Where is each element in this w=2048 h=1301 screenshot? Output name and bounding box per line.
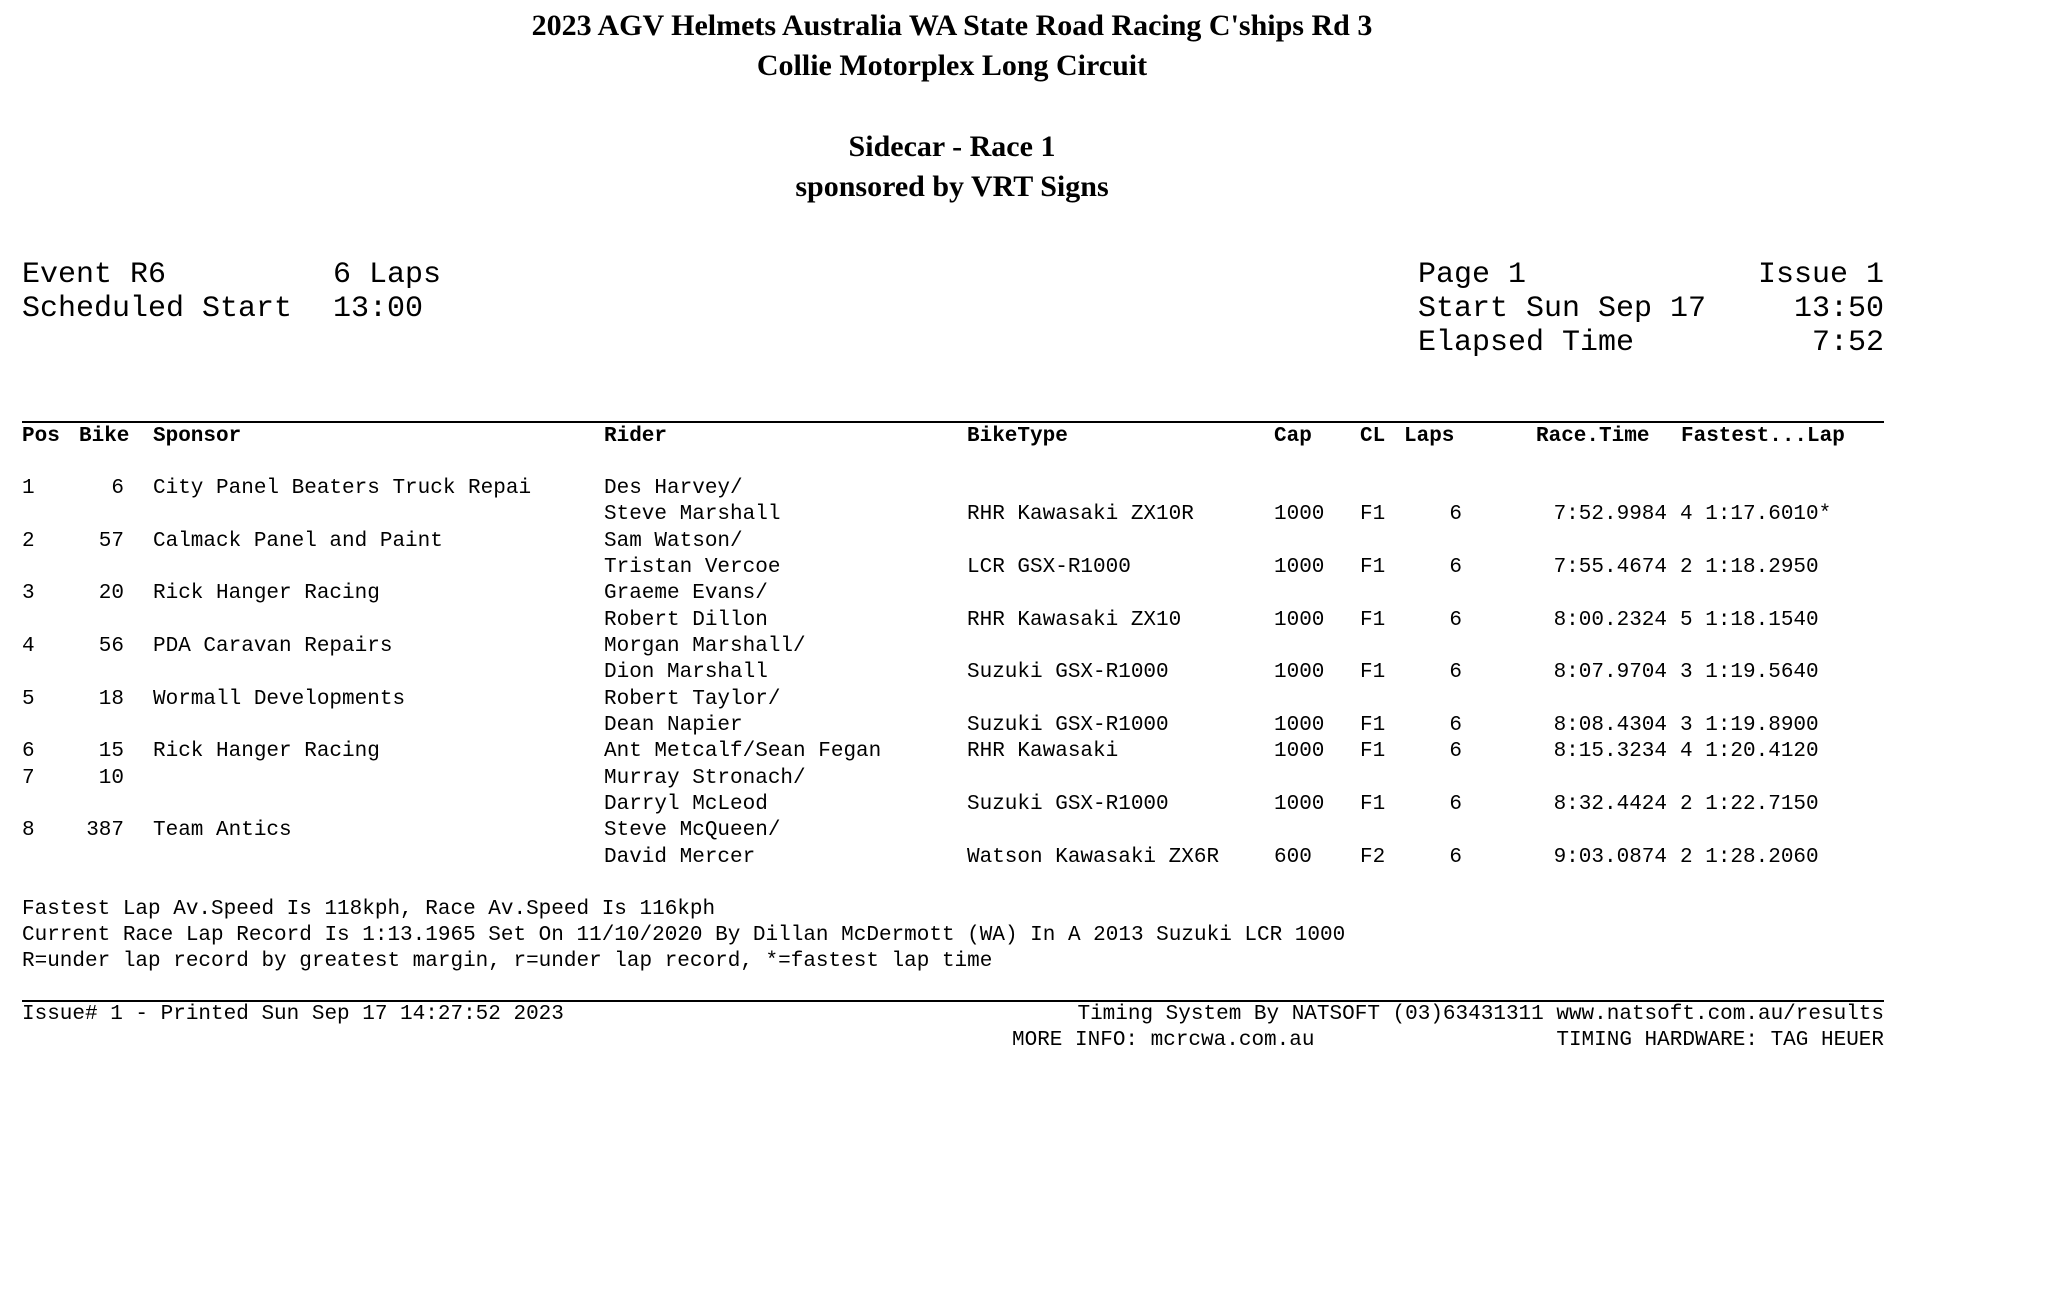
race-time-cell: 7:55.4674 xyxy=(1553,555,1667,579)
race-name: Sidecar - Race 1 xyxy=(848,130,1056,163)
class-cell: F1 xyxy=(1360,608,1386,632)
fastest-lap-time: 1:19.5640 xyxy=(1705,661,1819,685)
fastest-lap-time: 1:22.7150 xyxy=(1705,792,1819,816)
legend-note: R=under lap record by greatest margin, r=under lap record, *=fastest lap time xyxy=(22,950,993,973)
race-sponsor: sponsored by VRT Signs xyxy=(795,170,1109,203)
col-header-pos: Pos xyxy=(22,425,60,448)
bike-number-cell: 18 xyxy=(98,687,124,711)
fastest-lap-cell xyxy=(1680,713,1819,739)
passenger-cell: Darryl McLeod xyxy=(604,792,768,816)
fastest-lap-number: 4 xyxy=(1680,503,1693,527)
fastest-lap-number: 2 xyxy=(1680,845,1693,869)
laps-cell: 6 xyxy=(1449,713,1462,737)
rider-cell: Des Harvey/ xyxy=(604,477,743,500)
rider-cell: Murray Stronach/ xyxy=(604,766,806,790)
class-cell: F1 xyxy=(1360,740,1386,764)
col-header-bike: Bike xyxy=(79,425,130,448)
fastest-lap-number: 2 xyxy=(1680,555,1693,579)
capacity-cell: 600 xyxy=(1274,845,1312,869)
bike-type-cell: RHR Kawasaki ZX10 xyxy=(967,608,1182,632)
sponsor-cell: City Panel Beaters Truck Repai xyxy=(153,477,532,500)
bike-number-cell: 15 xyxy=(98,740,124,764)
fastest-lap-number: 2 xyxy=(1680,792,1693,816)
fastest-lap-time: 1:17.6010* xyxy=(1705,503,1832,527)
col-header-fastest-lap: Fastest...Lap xyxy=(1681,425,1845,448)
report-title xyxy=(0,6,1904,86)
position-cell: 7 xyxy=(22,766,35,790)
bike-type-cell: Watson Kawasaki ZX6R xyxy=(967,845,1220,869)
speed-note: Fastest Lap Av.Speed Is 118kph, Race Av.Speed Is 116kph xyxy=(22,898,716,921)
bike-number-cell: 387 xyxy=(86,819,124,843)
rider-cell: Sam Watson/ xyxy=(604,529,743,553)
event-laps: 6 Laps xyxy=(333,258,442,292)
position-cell: 8 xyxy=(22,819,35,843)
fastest-lap-time: 1:20.4120 xyxy=(1705,740,1819,764)
fastest-lap-number: 3 xyxy=(1680,661,1693,685)
laps-cell: 6 xyxy=(1449,792,1462,816)
scheduled-start-time: 13:00 xyxy=(333,292,424,326)
class-cell: F1 xyxy=(1360,555,1386,579)
fastest-lap-time: 1:28.2060 xyxy=(1705,845,1819,869)
fastest-lap-cell xyxy=(1680,845,1819,871)
championship-title: 2023 AGV Helmets Australia WA State Road Racing C'ships Rd 3 xyxy=(531,9,1373,42)
class-cell: F1 xyxy=(1360,661,1386,685)
position-cell: 1 xyxy=(22,477,35,500)
fastest-lap-time: 1:18.1540 xyxy=(1705,608,1819,632)
race-time-cell: 8:00.2324 xyxy=(1553,608,1667,632)
position-cell: 6 xyxy=(22,740,35,764)
sponsor-cell: Rick Hanger Racing xyxy=(153,740,380,764)
capacity-cell: 1000 xyxy=(1274,608,1325,632)
fastest-lap-time: 1:19.8900 xyxy=(1705,713,1819,737)
race-heading xyxy=(0,127,1904,207)
bike-type-cell: LCR GSX-R1000 xyxy=(967,555,1131,579)
rider-cell: Ant Metcalf/Sean Fegan xyxy=(604,740,882,764)
fastest-lap-number: 3 xyxy=(1680,713,1693,737)
start-label: Start Sun Sep 17 xyxy=(1418,292,1707,326)
passenger-cell: Dion Marshall xyxy=(604,661,768,685)
col-header-cap: Cap xyxy=(1274,425,1312,448)
bike-type-cell: Suzuki GSX-R1000 xyxy=(967,661,1169,685)
passenger-cell: Dean Napier xyxy=(604,713,743,737)
circuit-name: Collie Motorplex Long Circuit xyxy=(756,49,1148,82)
position-cell: 4 xyxy=(22,634,35,658)
timing-system-info: Timing System By NATSOFT (03)63431311 www.natsoft.com.au/results xyxy=(1077,1003,1884,1026)
capacity-cell: 1000 xyxy=(1274,503,1325,527)
col-header-biketype: BikeType xyxy=(967,425,1068,448)
capacity-cell: 1000 xyxy=(1274,792,1325,816)
rider-cell: Graeme Evans/ xyxy=(604,582,768,606)
capacity-cell: 1000 xyxy=(1274,713,1325,737)
laps-cell: 6 xyxy=(1449,845,1462,869)
race-time-cell: 8:07.9704 xyxy=(1553,661,1667,685)
position-cell: 3 xyxy=(22,582,35,606)
rider-cell: Robert Taylor/ xyxy=(604,687,781,711)
timing-hardware-info: TIMING HARDWARE: TAG HEUER xyxy=(1556,1029,1884,1052)
fastest-lap-number: 5 xyxy=(1680,608,1693,632)
bike-type-cell: Suzuki GSX-R1000 xyxy=(967,792,1169,816)
laps-cell: 6 xyxy=(1449,740,1462,764)
col-header-rider: Rider xyxy=(604,425,668,448)
start-time: 13:50 xyxy=(1793,292,1884,326)
race-time-cell: 8:08.4304 xyxy=(1553,713,1667,737)
bike-number-cell: 6 xyxy=(111,477,124,500)
col-header-laps: Laps xyxy=(1404,425,1455,448)
col-header-sponsor: Sponsor xyxy=(153,425,242,448)
bike-number-cell: 57 xyxy=(98,529,124,553)
laps-cell: 6 xyxy=(1449,608,1462,632)
capacity-cell: 1000 xyxy=(1274,740,1325,764)
laps-cell: 6 xyxy=(1449,555,1462,579)
position-cell: 5 xyxy=(22,687,35,711)
passenger-cell: Tristan Vercoe xyxy=(604,555,781,579)
scheduled-start-label: Scheduled Start xyxy=(22,292,293,326)
laps-cell: 6 xyxy=(1449,661,1462,685)
fastest-lap-cell xyxy=(1680,608,1819,634)
page-number: Page 1 xyxy=(1418,258,1527,292)
sponsor-cell: PDA Caravan Repairs xyxy=(153,634,393,658)
elapsed-label: Elapsed Time xyxy=(1418,326,1635,360)
issue-number: Issue 1 xyxy=(1757,258,1884,292)
header-rule xyxy=(22,421,1884,423)
fastest-lap-cell xyxy=(1680,792,1819,818)
class-cell: F1 xyxy=(1360,713,1386,737)
race-time-cell: 8:15.3234 xyxy=(1553,740,1667,764)
fastest-lap-time: 1:18.2950 xyxy=(1705,555,1819,579)
passenger-cell: Robert Dillon xyxy=(604,608,768,632)
bike-type-cell: Suzuki GSX-R1000 xyxy=(967,713,1169,737)
event-number: Event R6 xyxy=(22,258,167,292)
fastest-lap-cell xyxy=(1680,555,1819,581)
sponsor-cell: Team Antics xyxy=(153,819,292,843)
sponsor-cell: Rick Hanger Racing xyxy=(153,582,380,606)
passenger-cell: Steve Marshall xyxy=(604,503,781,527)
rider-cell: Steve McQueen/ xyxy=(604,819,781,843)
race-time-cell: 7:52.9984 xyxy=(1553,503,1667,527)
class-cell: F2 xyxy=(1360,845,1386,869)
fastest-lap-cell xyxy=(1680,502,1831,528)
bike-type-cell: RHR Kawasaki ZX10R xyxy=(967,503,1194,527)
position-cell: 2 xyxy=(22,529,35,553)
sponsor-cell: Wormall Developments xyxy=(153,687,406,711)
more-info-link[interactable]: MORE INFO: mcrcwa.com.au xyxy=(1012,1029,1315,1052)
printed-info: Issue# 1 - Printed Sun Sep 17 14:27:52 2023 xyxy=(22,1003,564,1026)
passenger-cell: David Mercer xyxy=(604,845,756,869)
rider-cell: Morgan Marshall/ xyxy=(604,634,806,658)
fastest-lap-cell xyxy=(1680,660,1819,686)
lap-record-note: Current Race Lap Record Is 1:13.1965 Set On 11/10/2020 By Dillan McDermott (WA) In A 2013 Suzuki LCR 1000 xyxy=(22,924,1346,947)
race-time-cell: 8:32.4424 xyxy=(1553,792,1667,816)
sponsor-cell: Calmack Panel and Paint xyxy=(153,529,443,553)
capacity-cell: 1000 xyxy=(1274,661,1325,685)
class-cell: F1 xyxy=(1360,792,1386,816)
bike-number-cell: 20 xyxy=(98,582,124,606)
elapsed-time: 7:52 xyxy=(1811,326,1884,360)
race-time-cell: 9:03.0874 xyxy=(1553,845,1667,869)
bike-type-cell: RHR Kawasaki xyxy=(967,740,1119,764)
bike-number-cell: 10 xyxy=(98,766,124,790)
fastest-lap-cell xyxy=(1680,739,1819,765)
class-cell: F1 xyxy=(1360,503,1386,527)
capacity-cell: 1000 xyxy=(1274,555,1325,579)
fastest-lap-number: 4 xyxy=(1680,740,1693,764)
bike-number-cell: 56 xyxy=(98,634,124,658)
laps-cell: 6 xyxy=(1449,503,1462,527)
col-header-cl: CL xyxy=(1360,425,1386,448)
col-header-racetime: Race.Time xyxy=(1536,425,1650,448)
